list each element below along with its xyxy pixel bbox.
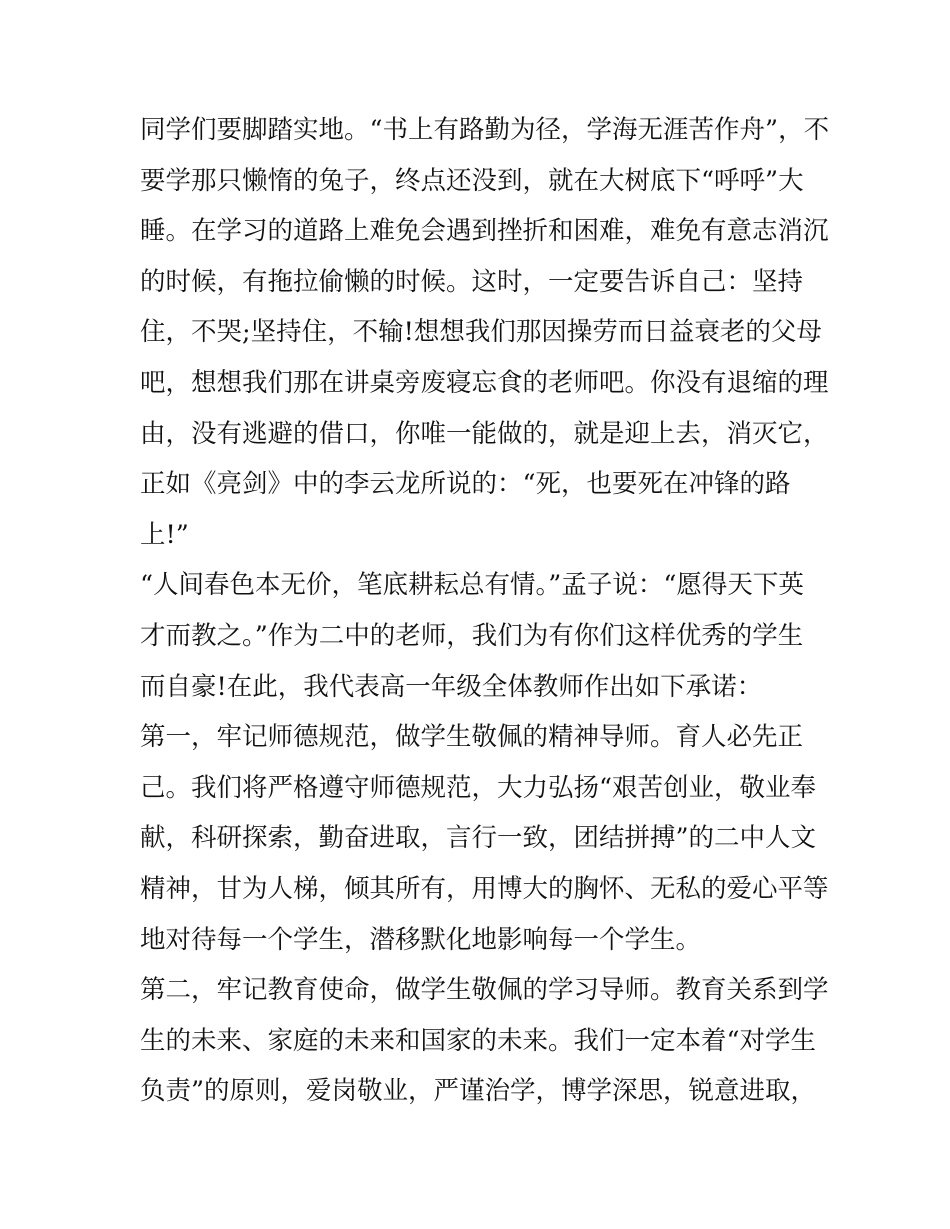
text-line: 由，没有逃避的借口，你唯一能做的，就是迎上去，消灭它，	[140, 418, 829, 449]
text-line: 献，科研探索，勤奋进取，言行一致，团结拼搏”的二中人文	[140, 823, 817, 854]
text-line: 地对待每一个学生，潜移默化地影响每一个学生。	[140, 924, 702, 955]
text-line: 第二，牢记教育使命，做学生敬佩的学习导师。教育关系到学	[140, 975, 829, 1006]
text-line: 第一，牢记师德规范，做学生敬佩的精神导师。育人必先正	[140, 722, 804, 753]
text-line: 正如《亮剑》中的李云龙所说的：“死，也要死在冲锋的路	[140, 469, 791, 500]
text-line: 要学那只懒惰的兔子，终点还没到，就在大树底下“呼呼”大	[140, 165, 804, 196]
document-page	[140, 105, 840, 1117]
text-line: 睡。在学习的道路上难免会遇到挫折和困难，难免有意志消沉	[140, 216, 829, 247]
text-line: 吧，想想我们那在讲桌旁废寝忘食的老师吧。你没有退缩的理	[140, 367, 829, 398]
text-line: 己。我们将严格遵守师德规范，大力弘扬“艰苦创业，敬业奉	[140, 772, 817, 803]
text-line: 的时候，有拖拉偷懒的时候。这时，一定要告诉自己：坚持	[140, 266, 804, 297]
text-line: 上!”	[140, 519, 189, 550]
text-line: 同学们要脚踏实地。“书上有路勤为径，学海无涯苦作舟”，不	[140, 115, 830, 145]
text-line: 住，不哭;坚持住，不输!想想我们那因操劳而日益衰老的父母	[140, 317, 822, 348]
text-line: 才而教之。”作为二中的老师，我们为有你们这样优秀的学生	[140, 620, 804, 651]
text-line: 精神，甘为人梯，倾其所有，用博大的胸怀、无私的爱心平等	[140, 873, 829, 904]
text-line: “人间春色本无价，笔底耕耘总有情。”孟子说：“愿得天下英	[140, 570, 804, 601]
text-line: 而自豪!在此，我代表高一年级全体教师作出如下承诺：	[140, 671, 763, 702]
text-line: 负责”的原则，爱岗敬业，严谨治学，博学深思，锐意进取，	[140, 1076, 817, 1107]
text-line: 生的未来、家庭的未来和国家的未来。我们一定本着“对学生	[140, 1025, 817, 1056]
